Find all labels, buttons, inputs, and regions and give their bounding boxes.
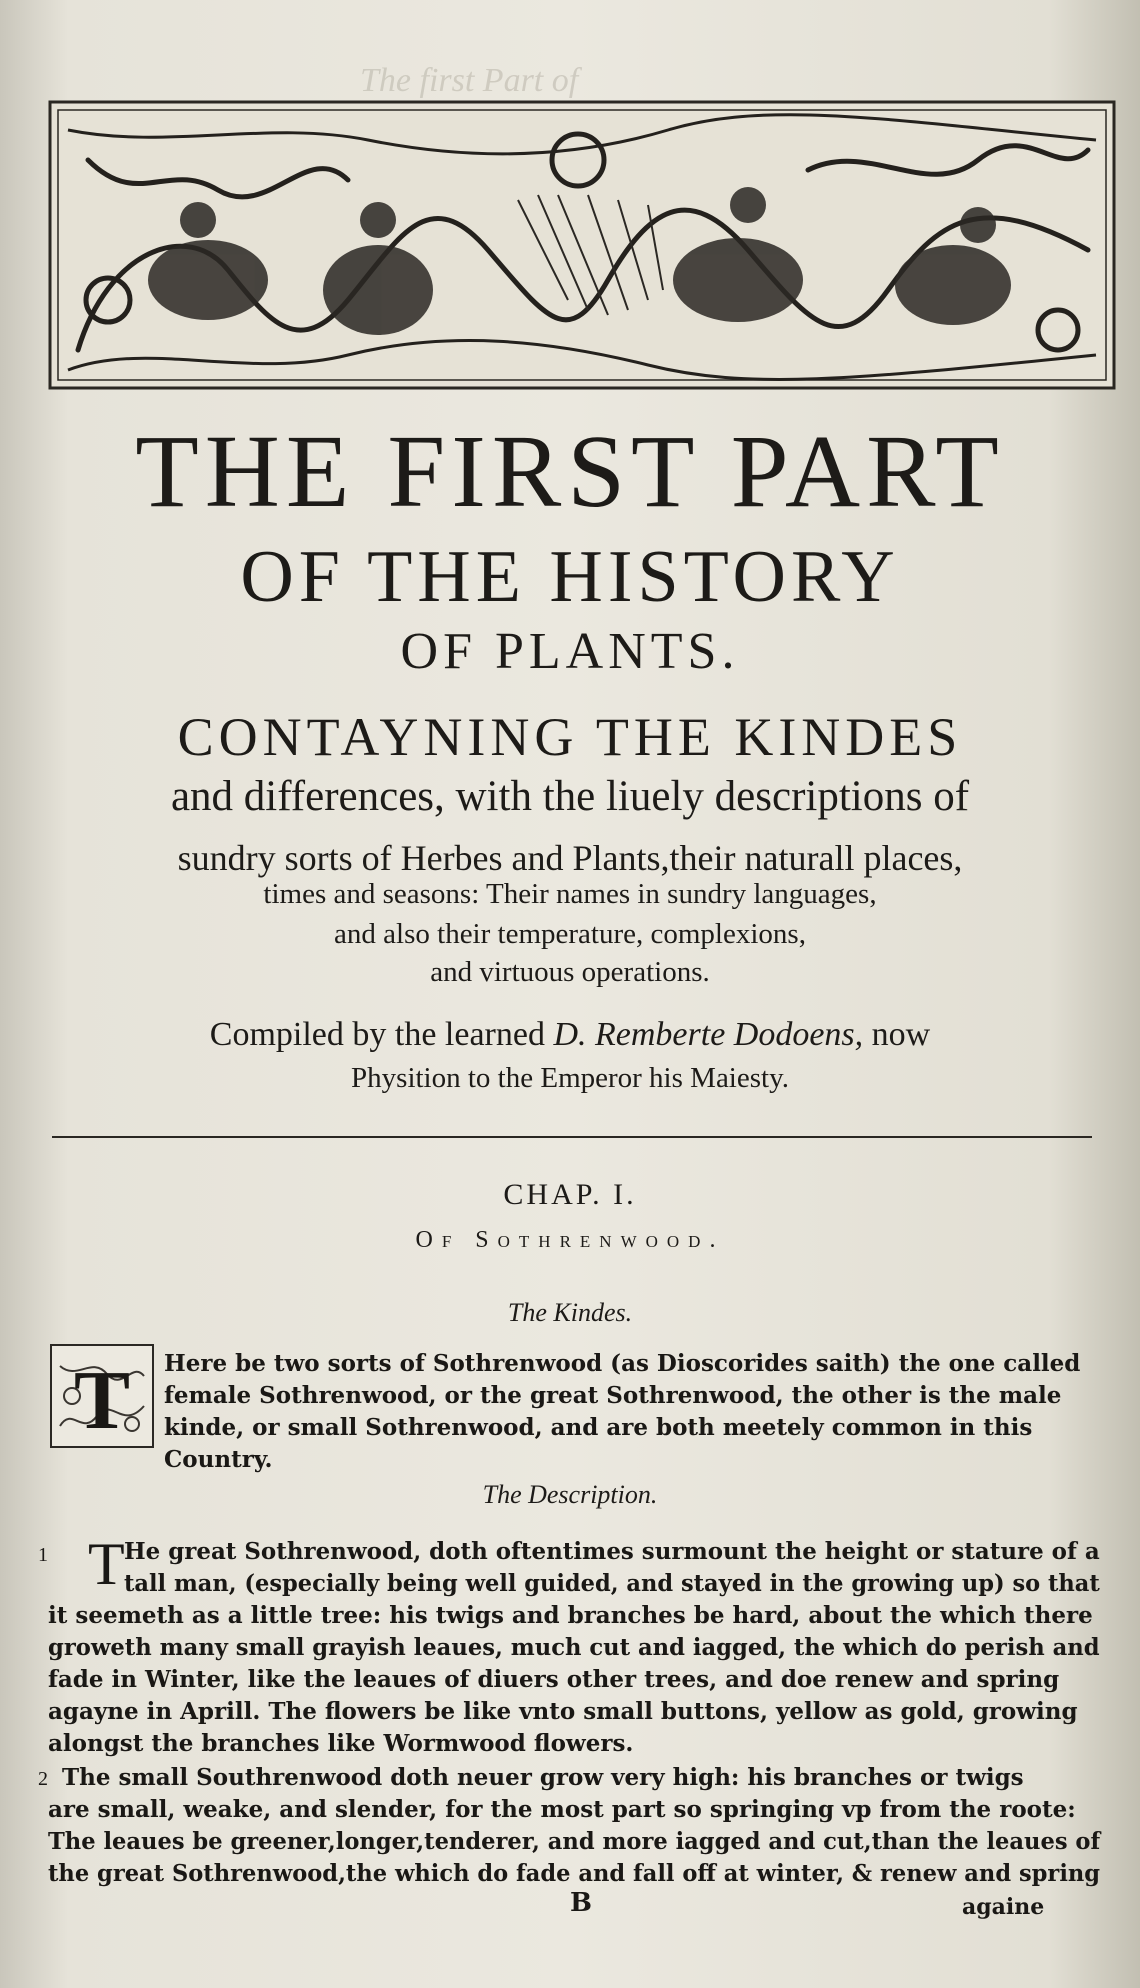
- p2-line-4: the great Sothrenwood,the which do fade and fall off at winter, & renew and spring: [48, 1860, 1101, 1887]
- kindes-line-3: kinde, or small Sothrenwood, and are both meetely common in this: [164, 1414, 1033, 1441]
- signature-mark: B: [570, 1888, 592, 1918]
- catchword: againe: [962, 1894, 1045, 1920]
- p1-line-2: tall man, (especially being well guided, and stayed in the growing up) so that: [124, 1570, 1100, 1597]
- author-name: D. Remberte Dodoens,: [553, 1016, 864, 1053]
- subtitle-line-6: and virtuous operations.: [430, 956, 710, 988]
- chapter-subject: Of Sothrenwood.: [415, 1227, 725, 1253]
- subtitle-line-3: sundry sorts of Herbes and Plants,their naturall places,: [177, 838, 963, 878]
- kindes-line-1: Here be two sorts of Sothrenwood (as Dioscorides saith) the one called: [164, 1350, 1081, 1377]
- bleed-through-text: The first Part of: [360, 62, 579, 99]
- dropcap-letter: T: [73, 1354, 131, 1447]
- p2-line-3: The leaues be greener,longer,tenderer, and more iagged and cut,than the leaues of: [48, 1828, 1101, 1855]
- author-title: Physition to the Emperor his Maiesty.: [351, 1062, 789, 1094]
- kindes-line-4: Country.: [164, 1446, 273, 1473]
- paragraph-number-2: 2: [38, 1768, 48, 1790]
- subtitle-line-2: and differences, with the liuely descriptions of: [170, 773, 970, 820]
- paragraph-number-1: 1: [38, 1544, 48, 1566]
- title-line-1: THE FIRST PART: [135, 414, 1005, 529]
- chapter-heading: CHAP. I.: [503, 1178, 637, 1211]
- p1-line-1: He great Sothrenwood, doth oftentimes surmount the height or stature of a: [124, 1538, 1100, 1565]
- title-line-2: OF THE HISTORY: [240, 536, 900, 618]
- kindes-heading: The Kindes.: [507, 1298, 633, 1327]
- p1-line-4: groweth many small grayish leaues, much cut and iagged, the which do perish and: [48, 1634, 1100, 1661]
- p1-line-5: fade in Winter, like the leaues of diuers other trees, and doe renew and spring: [48, 1666, 1060, 1693]
- kindes-line-2: female Sothrenwood, or the great Sothrenwood, the other is the male: [164, 1382, 1062, 1409]
- subtitle-line-1: CONTAYNING THE KINDES: [177, 707, 963, 767]
- ornamental-headpiece: [48, 100, 1116, 390]
- subtitle-line-5: and also their temperature, complexions,: [334, 918, 806, 950]
- p1-line-3: it seemeth as a little tree: his twigs and branches be hard, about the which there: [48, 1602, 1093, 1629]
- description-heading: The Description.: [482, 1480, 658, 1509]
- p2-line-2: are small, weake, and slender, for the most part so springing vp from the roote:: [48, 1796, 1076, 1823]
- paragraph-initial: T: [88, 1531, 125, 1597]
- p1-line-7: alongst the branches like Wormwood flowers.: [48, 1730, 634, 1757]
- p2-line-1: The small Southrenwood doth neuer grow very high: his branches or twigs: [62, 1764, 1024, 1791]
- title-line-3: OF PLANTS.: [400, 623, 740, 680]
- horizontal-rule: [52, 1136, 1092, 1138]
- subtitle-line-4: times and seasons: Their names in sundry languages,: [263, 878, 877, 910]
- p1-line-6: agayne in Aprill. The flowers be like vnto small buttons, yellow as gold, growing: [48, 1698, 1078, 1725]
- compiled-by-line: [0, 1018, 1140, 1052]
- compiled-prefix: Compiled by the learned: [209, 1016, 554, 1053]
- decorated-initial: [50, 1344, 154, 1448]
- compiled-suffix: now: [863, 1016, 931, 1053]
